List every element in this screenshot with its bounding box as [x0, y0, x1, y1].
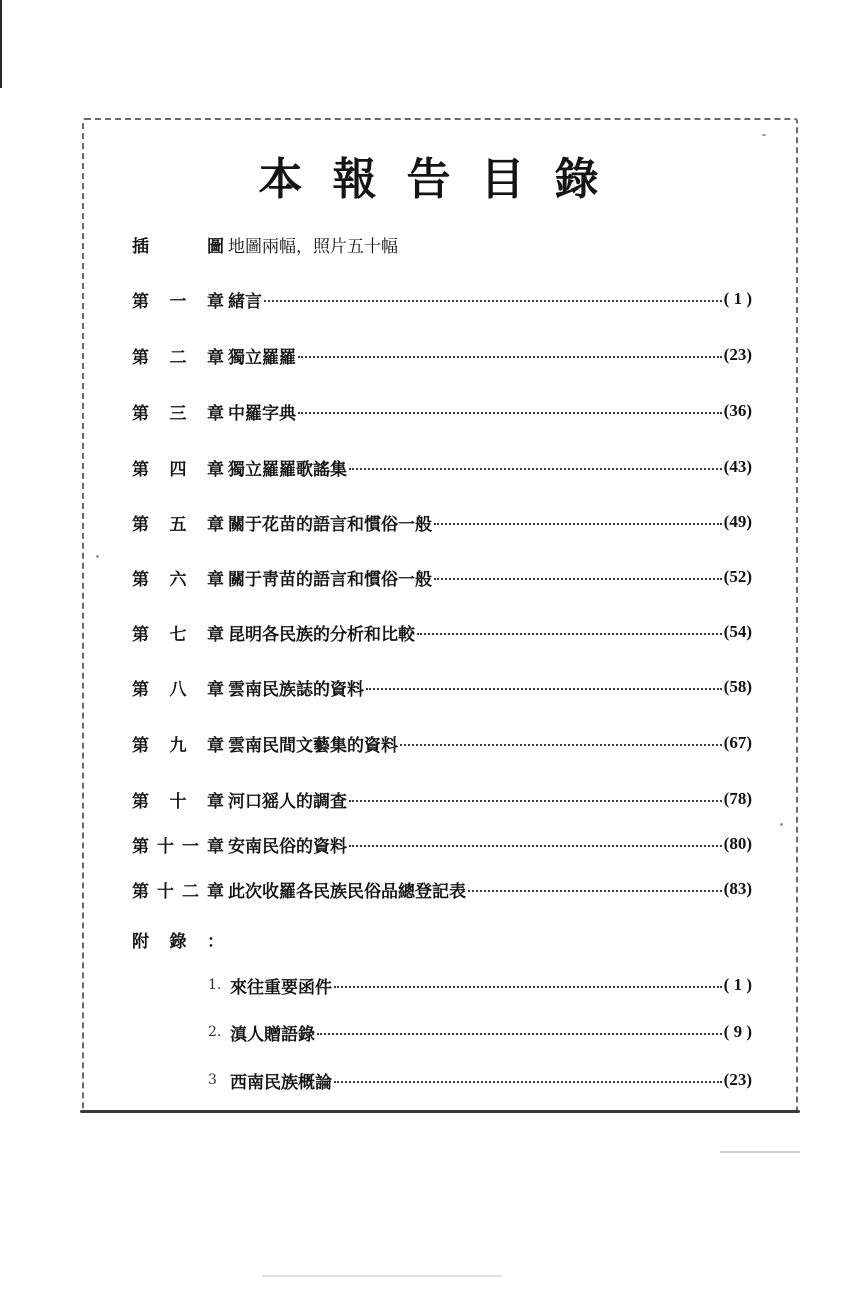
- chapter-title: 昆明各民族的分析和比較: [228, 624, 415, 645]
- toc-row: [132, 829, 752, 859]
- page-number: (36): [723, 401, 752, 420]
- label-char: 章: [207, 403, 224, 424]
- label-char: 一: [182, 836, 199, 857]
- chapter-title: 中羅字典: [228, 403, 296, 424]
- toc-row: [132, 672, 752, 702]
- page-number: (23): [723, 1070, 752, 1089]
- appendix-title: 滇人贈語錄: [230, 1024, 315, 1045]
- toc-row: [132, 284, 752, 314]
- appendix-number: 1.: [208, 977, 222, 993]
- appendix-row: [132, 924, 752, 954]
- label-char: 六: [169, 569, 187, 590]
- chapter-label: [132, 620, 224, 645]
- chapter-label: [132, 787, 224, 812]
- illustrations-row: [132, 229, 752, 259]
- label-char: 八: [169, 679, 187, 700]
- page-number: ( 1 ): [723, 975, 752, 994]
- label-char: 十: [157, 881, 174, 902]
- page-number: (58): [723, 677, 752, 696]
- page-number: (23): [723, 345, 752, 364]
- dot-leader: [468, 890, 722, 892]
- label-char: 第: [132, 624, 149, 645]
- label-char: 章: [207, 791, 224, 812]
- label-char: 章: [207, 624, 224, 645]
- dot-leader: [349, 468, 722, 470]
- scan-speck: [96, 555, 99, 558]
- label-char: 二: [182, 881, 199, 902]
- dot-leader: [334, 986, 722, 988]
- dot-leader: [349, 800, 722, 802]
- label-char: 章: [207, 291, 224, 312]
- label-char: 二: [169, 347, 187, 368]
- label-char: 第: [132, 569, 149, 590]
- label-char: 第: [132, 291, 149, 312]
- appendix-title: 西南民族概論: [230, 1072, 332, 1093]
- label-char: 三: [169, 403, 187, 424]
- label-char: 章: [207, 347, 224, 368]
- scan-edge-mark: [0, 0, 2, 88]
- page-number: (54): [723, 622, 752, 641]
- chapter-title: 雲南民間文藝集的資料: [228, 735, 398, 756]
- chapter-title: 此次收羅各民族民俗品總登記表: [228, 881, 466, 902]
- chapter-title: 關于花苗的語言和慣俗一般: [228, 514, 432, 535]
- page-number: (43): [723, 457, 752, 476]
- appendix-title: 來往重要函件: [230, 977, 332, 998]
- label-char: 一: [169, 291, 187, 312]
- toc-row: [132, 617, 752, 647]
- label-char: 第: [132, 881, 149, 902]
- appendix-number: 2.: [208, 1024, 222, 1040]
- appendix-label: [132, 927, 224, 952]
- label-char: ：: [207, 931, 224, 952]
- dot-leader: [400, 744, 722, 746]
- dot-leader: [366, 688, 722, 690]
- toc-row: [132, 728, 752, 758]
- label-char: 第: [132, 347, 149, 368]
- label-char: 插: [132, 236, 149, 257]
- appendix-row: [208, 1065, 752, 1095]
- dot-leader: [298, 412, 722, 414]
- label-char: 圖: [207, 236, 224, 257]
- chapter-label: [132, 832, 224, 857]
- label-char: 五: [169, 514, 187, 535]
- toc-row: [132, 562, 752, 592]
- page-frame: [82, 118, 798, 1112]
- scan-speck: [762, 134, 766, 136]
- page-number: (49): [723, 512, 752, 531]
- label-char: 章: [207, 836, 224, 857]
- page-number: ( 9 ): [723, 1022, 752, 1041]
- toc-row: [132, 784, 752, 814]
- dot-leader: [434, 523, 722, 525]
- scan-speck: [720, 1151, 800, 1153]
- label-char: 十: [157, 836, 174, 857]
- chapter-label: [132, 675, 224, 700]
- scan-speck: [780, 823, 783, 826]
- label-char: 章: [207, 881, 224, 902]
- toc-row: [132, 452, 752, 482]
- chapter-title: 雲南民族誌的資料: [228, 679, 364, 700]
- page-number: (67): [723, 733, 752, 752]
- page-number: (78): [723, 789, 752, 808]
- label-char: 第: [132, 403, 149, 424]
- label-char: 章: [207, 569, 224, 590]
- page-number: (83): [723, 879, 752, 898]
- label-char: 第: [132, 836, 149, 857]
- chapter-label: [132, 565, 224, 590]
- scan-speck: [262, 1275, 502, 1277]
- dot-leader: [349, 845, 722, 847]
- label-char: 錄: [169, 931, 187, 952]
- chapter-title: 關于靑苗的語言和慣俗一般: [228, 569, 432, 590]
- chapter-title: 獨立羅羅: [228, 347, 296, 368]
- chapter-label: [132, 731, 224, 756]
- label-char: 第: [132, 735, 149, 756]
- dot-leader: [434, 578, 722, 580]
- label-char: 十: [169, 791, 187, 812]
- chapter-label: [132, 399, 224, 424]
- label-char: 第: [132, 514, 149, 535]
- chapter-title: 安南民俗的資料: [228, 836, 347, 857]
- toc-row: [132, 874, 752, 904]
- label-char: 第: [132, 679, 149, 700]
- chapter-title: 緒言: [228, 291, 262, 312]
- appendix-number: 3: [208, 1072, 217, 1088]
- label-char: 七: [169, 624, 187, 645]
- appendix-row: [208, 1017, 752, 1047]
- label-char: 九: [169, 735, 187, 756]
- chapter-title: 獨立羅羅歌謠集: [228, 459, 347, 480]
- page-number: (80): [723, 834, 752, 853]
- chapter-label: [132, 510, 224, 535]
- chapter-title: 河口猺人的調査: [228, 791, 347, 812]
- page-frame-bottom-rule: [80, 1110, 800, 1113]
- toc-row: [132, 340, 752, 370]
- label-char: 附: [132, 931, 149, 952]
- dot-leader: [334, 1081, 722, 1083]
- dot-leader: [317, 1033, 722, 1035]
- page-number: (52): [723, 567, 752, 586]
- label-char: 四: [169, 459, 187, 480]
- illustrations-label: [132, 232, 224, 257]
- label-char: 章: [207, 459, 224, 480]
- illustrations-text: 地圖兩幅，照片五十幅: [228, 236, 398, 257]
- toc-row: [132, 507, 752, 537]
- label-char: 第: [132, 791, 149, 812]
- dot-leader: [298, 356, 722, 358]
- toc-row: [132, 396, 752, 426]
- chapter-label: [132, 877, 224, 902]
- dot-leader: [417, 633, 722, 635]
- chapter-label: [132, 287, 224, 312]
- page-title: 本報告目錄: [258, 154, 629, 205]
- dot-leader: [264, 300, 722, 302]
- label-char: 第: [132, 459, 149, 480]
- label-char: 章: [207, 679, 224, 700]
- label-char: 章: [207, 514, 224, 535]
- label-char: 章: [207, 735, 224, 756]
- page-number: ( 1 ): [723, 289, 752, 308]
- chapter-label: [132, 455, 224, 480]
- chapter-label: [132, 343, 224, 368]
- appendix-row: [208, 970, 752, 1000]
